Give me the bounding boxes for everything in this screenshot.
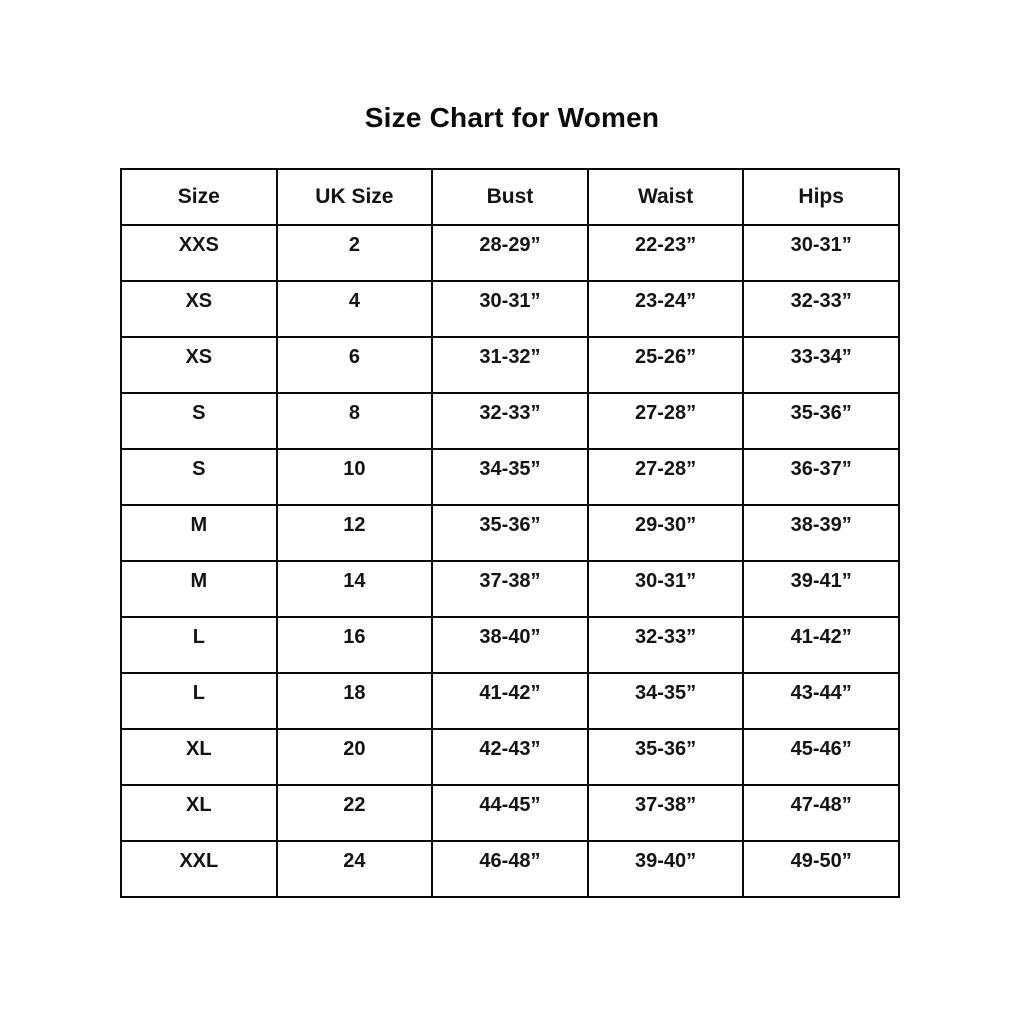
table-cell: 22-23” [588, 225, 744, 281]
table-row [121, 617, 899, 673]
table-cell: 42-43” [432, 729, 588, 785]
table-cell: M [121, 561, 277, 617]
table-cell: 27-28” [588, 449, 744, 505]
page-title: Size Chart for Women [364, 102, 660, 133]
table-row [121, 785, 899, 841]
table-cell: 6 [277, 337, 433, 393]
table-row [121, 281, 899, 337]
table-cell: S [121, 393, 277, 449]
column-header-waist: Waist [588, 169, 744, 225]
table-cell: 10 [277, 449, 433, 505]
table-cell: 16 [277, 617, 433, 673]
table-row [121, 225, 899, 281]
table-row [121, 729, 899, 785]
table-cell: 22 [277, 785, 433, 841]
table-cell: 45-46” [743, 729, 899, 785]
table-cell: 35-36” [588, 729, 744, 785]
table-cell: M [121, 505, 277, 561]
table-cell: 43-44” [743, 673, 899, 729]
table-cell: 49-50” [743, 841, 899, 897]
table-cell: 23-24” [588, 281, 744, 337]
table-cell: XL [121, 785, 277, 841]
table-cell: XXS [121, 225, 277, 281]
table-cell: 30-31” [743, 225, 899, 281]
table-cell: XXL [121, 841, 277, 897]
table-cell: 37-38” [588, 785, 744, 841]
table-cell: 14 [277, 561, 433, 617]
table-cell: XL [121, 729, 277, 785]
header-row [121, 169, 899, 225]
table-cell: 2 [277, 225, 433, 281]
table-header [121, 169, 899, 225]
table-cell: XS [121, 281, 277, 337]
table-row [121, 505, 899, 561]
table-cell: 18 [277, 673, 433, 729]
table-cell: 30-31” [588, 561, 744, 617]
table-row [121, 673, 899, 729]
table-cell: 39-41” [743, 561, 899, 617]
column-header-size: Size [121, 169, 277, 225]
table-cell: L [121, 617, 277, 673]
column-header-bust: Bust [432, 169, 588, 225]
table-cell: 31-32” [432, 337, 588, 393]
table-cell: XS [121, 337, 277, 393]
table-cell: 38-39” [743, 505, 899, 561]
table-cell: 46-48” [432, 841, 588, 897]
table-cell: 41-42” [743, 617, 899, 673]
table-cell: 39-40” [588, 841, 744, 897]
table-cell: 32-33” [588, 617, 744, 673]
table-cell: 28-29” [432, 225, 588, 281]
column-header-hips: Hips [743, 169, 899, 225]
table-row [121, 393, 899, 449]
table-cell: 30-31” [432, 281, 588, 337]
table-cell: 4 [277, 281, 433, 337]
table-cell: 35-36” [432, 505, 588, 561]
table-cell: 12 [277, 505, 433, 561]
table-cell: 29-30” [588, 505, 744, 561]
table-cell: L [121, 673, 277, 729]
table-cell: 38-40” [432, 617, 588, 673]
table-cell: 32-33” [432, 393, 588, 449]
table-cell: 25-26” [588, 337, 744, 393]
table-cell: 27-28” [588, 393, 744, 449]
table-cell: 32-33” [743, 281, 899, 337]
table-row [121, 337, 899, 393]
table-cell: 37-38” [432, 561, 588, 617]
table-cell: 34-35” [432, 449, 588, 505]
table-row [121, 561, 899, 617]
table-cell: 34-35” [588, 673, 744, 729]
table-cell: S [121, 449, 277, 505]
table-cell: 44-45” [432, 785, 588, 841]
table-row [121, 841, 899, 897]
table-cell: 8 [277, 393, 433, 449]
table-cell: 36-37” [743, 449, 899, 505]
size-chart-table [120, 168, 900, 898]
table-cell: 33-34” [743, 337, 899, 393]
table-cell: 24 [277, 841, 433, 897]
table-cell: 35-36” [743, 393, 899, 449]
column-header-uk-size: UK Size [277, 169, 433, 225]
table-cell: 47-48” [743, 785, 899, 841]
table-row [121, 449, 899, 505]
table-body [121, 225, 899, 897]
table-cell: 20 [277, 729, 433, 785]
table-cell: 41-42” [432, 673, 588, 729]
